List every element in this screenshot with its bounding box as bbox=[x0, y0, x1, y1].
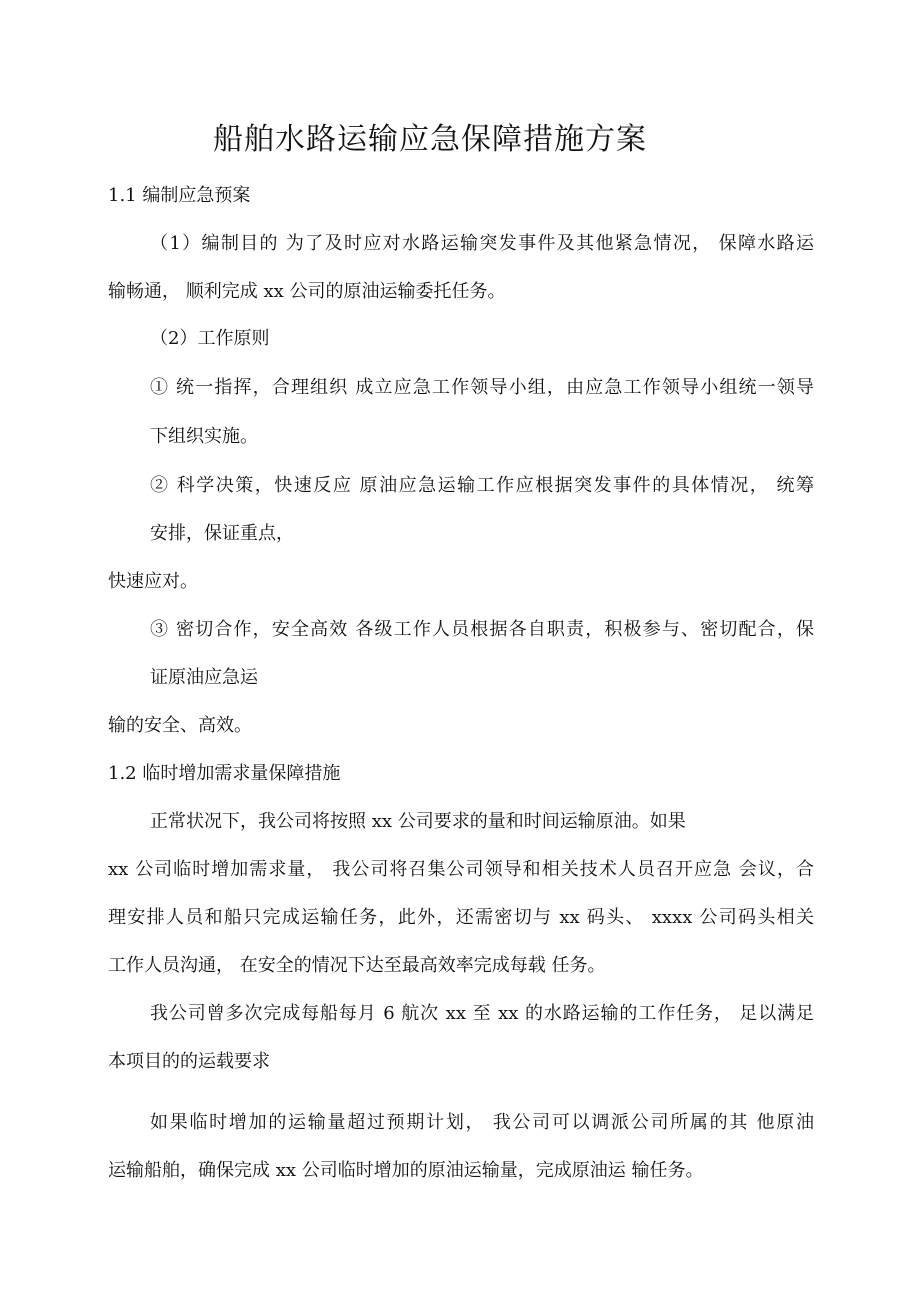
section-heading-1-1: 1.1 编制应急预案 bbox=[108, 185, 251, 206]
section-heading-1-2: 1.2 临时增加需求量保障措施 bbox=[108, 763, 341, 784]
paragraph-line: 正常状况下，我公司将按照 xx 公司要求的量和时间运输原油。如果 bbox=[150, 811, 686, 832]
paragraph-line: 输的安全、高效。 bbox=[108, 715, 252, 736]
paragraph-line: 证原油应急运 bbox=[150, 667, 258, 688]
paragraph-line: 下组织实施。 bbox=[150, 426, 258, 447]
paragraph-line: 理安排人员和船只完成运输任务，此外，还需密切与 xx 码头、 xxxx 公司码头相关 bbox=[108, 907, 814, 928]
paragraph-line: ① 统一指挥，合理组织 成立应急工作领导小组，由应急工作领导小组统一领导 bbox=[150, 377, 814, 398]
paragraph-line: 运输船舶，确保完成 xx 公司临时增加的原油运输量，完成原油运 输任务。 bbox=[108, 1160, 704, 1181]
document-title: 船舶水路运输应急保障措施方案 bbox=[213, 122, 647, 157]
paragraph-line: 快速应对。 bbox=[108, 571, 198, 592]
paragraph-line: 输畅通， 顺利完成 xx 公司的原油运输委托任务。 bbox=[108, 281, 506, 302]
paragraph-line: 如果临时增加的运输量超过预期计划， 我公司可以调派公司所属的其 他原油 bbox=[150, 1112, 814, 1133]
paragraph-line: 安排，保证重点， bbox=[150, 523, 294, 544]
paragraph-line: xx 公司临时增加需求量， 我公司将召集公司领导和相关技术人员召开应急 会议，合 bbox=[108, 859, 814, 880]
paragraph-line: 本项目的的运载要求 bbox=[108, 1051, 270, 1072]
paragraph-line: ② 科学决策，快速反应 原油应急运输工作应根据突发事件的具体情况， 统筹 bbox=[150, 475, 814, 496]
paragraph-line: （1）编制目的 为了及时应对水路运输突发事件及其他紧急情况， 保障水路运 bbox=[150, 233, 814, 254]
paragraph-line: 工作人员沟通， 在安全的情况下达至最高效率完成每载 任务。 bbox=[108, 955, 606, 976]
subheading-work-principle: （2）工作原则 bbox=[150, 328, 270, 349]
paragraph-line: ③ 密切合作，安全高效 各级工作人员根据各自职责，积极参与、密切配合，保 bbox=[150, 619, 814, 640]
paragraph-line: 我公司曾多次完成每船每月 6 航次 xx 至 xx 的水路运输的工作任务， 足以满足 bbox=[150, 1003, 814, 1024]
